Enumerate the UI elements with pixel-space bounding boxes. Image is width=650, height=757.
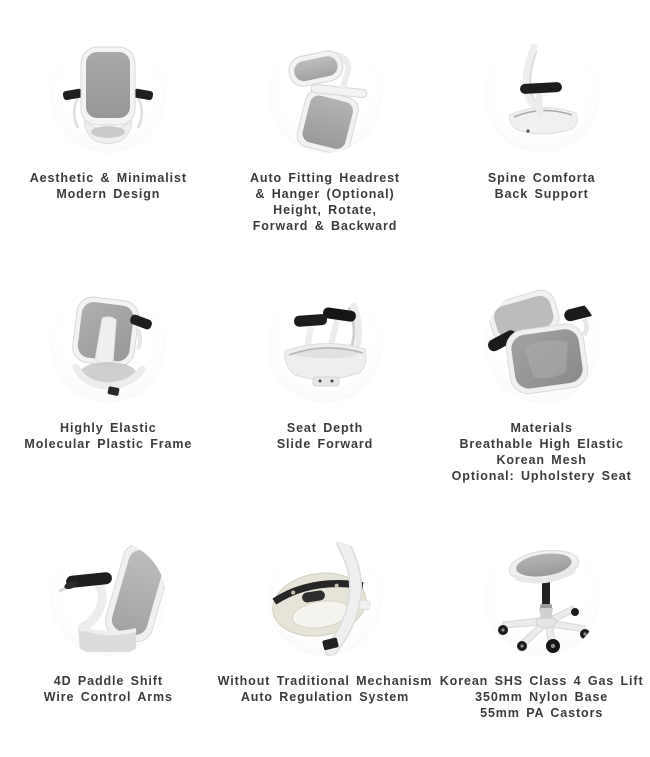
seat-top-view-image <box>484 287 600 403</box>
headrest-detail-image <box>267 37 383 153</box>
feature-card-plastic-frame <box>0 250 217 503</box>
caption-line: Aesthetic & Minimalist <box>29 171 187 185</box>
caption-line: Without Traditional Mechanism <box>217 674 433 688</box>
caption-line: & Hanger (Optional) <box>255 187 395 201</box>
caption-line: Korean Mesh <box>496 453 587 467</box>
caption-line: Breathable High Elastic <box>459 437 624 451</box>
caption-line: Korean SHS Class 4 Gas Lift <box>439 674 644 688</box>
seat-top-illustration <box>484 287 600 403</box>
caption-line: Forward & Backward <box>252 219 398 233</box>
chair-backrest-rear-illustration <box>50 37 166 153</box>
caption-line: 4D Paddle Shift <box>53 674 163 688</box>
caption-line: 55mm PA Castors <box>480 706 604 720</box>
feature-caption <box>218 673 433 705</box>
seat-front-view-image <box>267 287 383 403</box>
caption-line: Auto Fitting Headrest <box>250 171 400 185</box>
caption-line: Molecular Plastic Frame <box>24 437 193 451</box>
caption-line: Height, Rotate, <box>273 203 377 217</box>
caption-line: Modern Design <box>56 187 161 201</box>
caption-line: Slide Forward <box>276 437 374 451</box>
caption-line: Highly Elastic <box>60 421 157 435</box>
caption-line: Spine Comforta <box>487 171 596 185</box>
feature-caption <box>44 673 173 705</box>
armrest-illustration <box>50 540 166 656</box>
armrest-detail-image <box>50 540 166 656</box>
chair-rear-three-quarter-image <box>50 287 166 403</box>
caption-line: Seat Depth <box>286 421 364 435</box>
feature-card-mechanism <box>217 503 434 757</box>
feature-caption <box>277 420 373 452</box>
seat-underside-image <box>267 540 383 656</box>
chair-side-view-image <box>484 37 600 153</box>
headrest-illustration <box>267 37 383 153</box>
feature-caption <box>24 420 192 452</box>
feature-caption <box>440 673 644 721</box>
chair-base-illustration <box>484 540 600 656</box>
feature-card-aesthetic-design <box>0 0 217 250</box>
feature-card-materials <box>433 250 650 503</box>
caption-line: Optional: Upholstery Seat <box>451 469 632 483</box>
feature-card-base <box>433 503 650 757</box>
feature-card-armrests <box>0 503 217 757</box>
chair-base-image <box>484 540 600 656</box>
chair-side-illustration <box>484 37 600 153</box>
feature-card-seat-depth <box>217 250 434 503</box>
feature-caption <box>30 170 187 202</box>
feature-caption <box>488 170 596 202</box>
feature-caption <box>250 170 400 234</box>
chair-backrest-rear-view-image <box>50 37 166 153</box>
chair-rear-three-quarter-illustration <box>50 287 166 403</box>
seat-front-illustration <box>267 287 383 403</box>
caption-line: Wire Control Arms <box>43 690 173 704</box>
caption-line: Auto Regulation System <box>240 690 410 704</box>
caption-line: Back Support <box>494 187 589 201</box>
feature-caption <box>452 420 632 484</box>
feature-card-headrest <box>217 0 434 250</box>
caption-line: 350mm Nylon Base <box>475 690 609 704</box>
seat-underside-illustration <box>267 540 383 656</box>
feature-card-spine-comforta <box>433 0 650 250</box>
caption-line: Materials <box>510 421 573 435</box>
